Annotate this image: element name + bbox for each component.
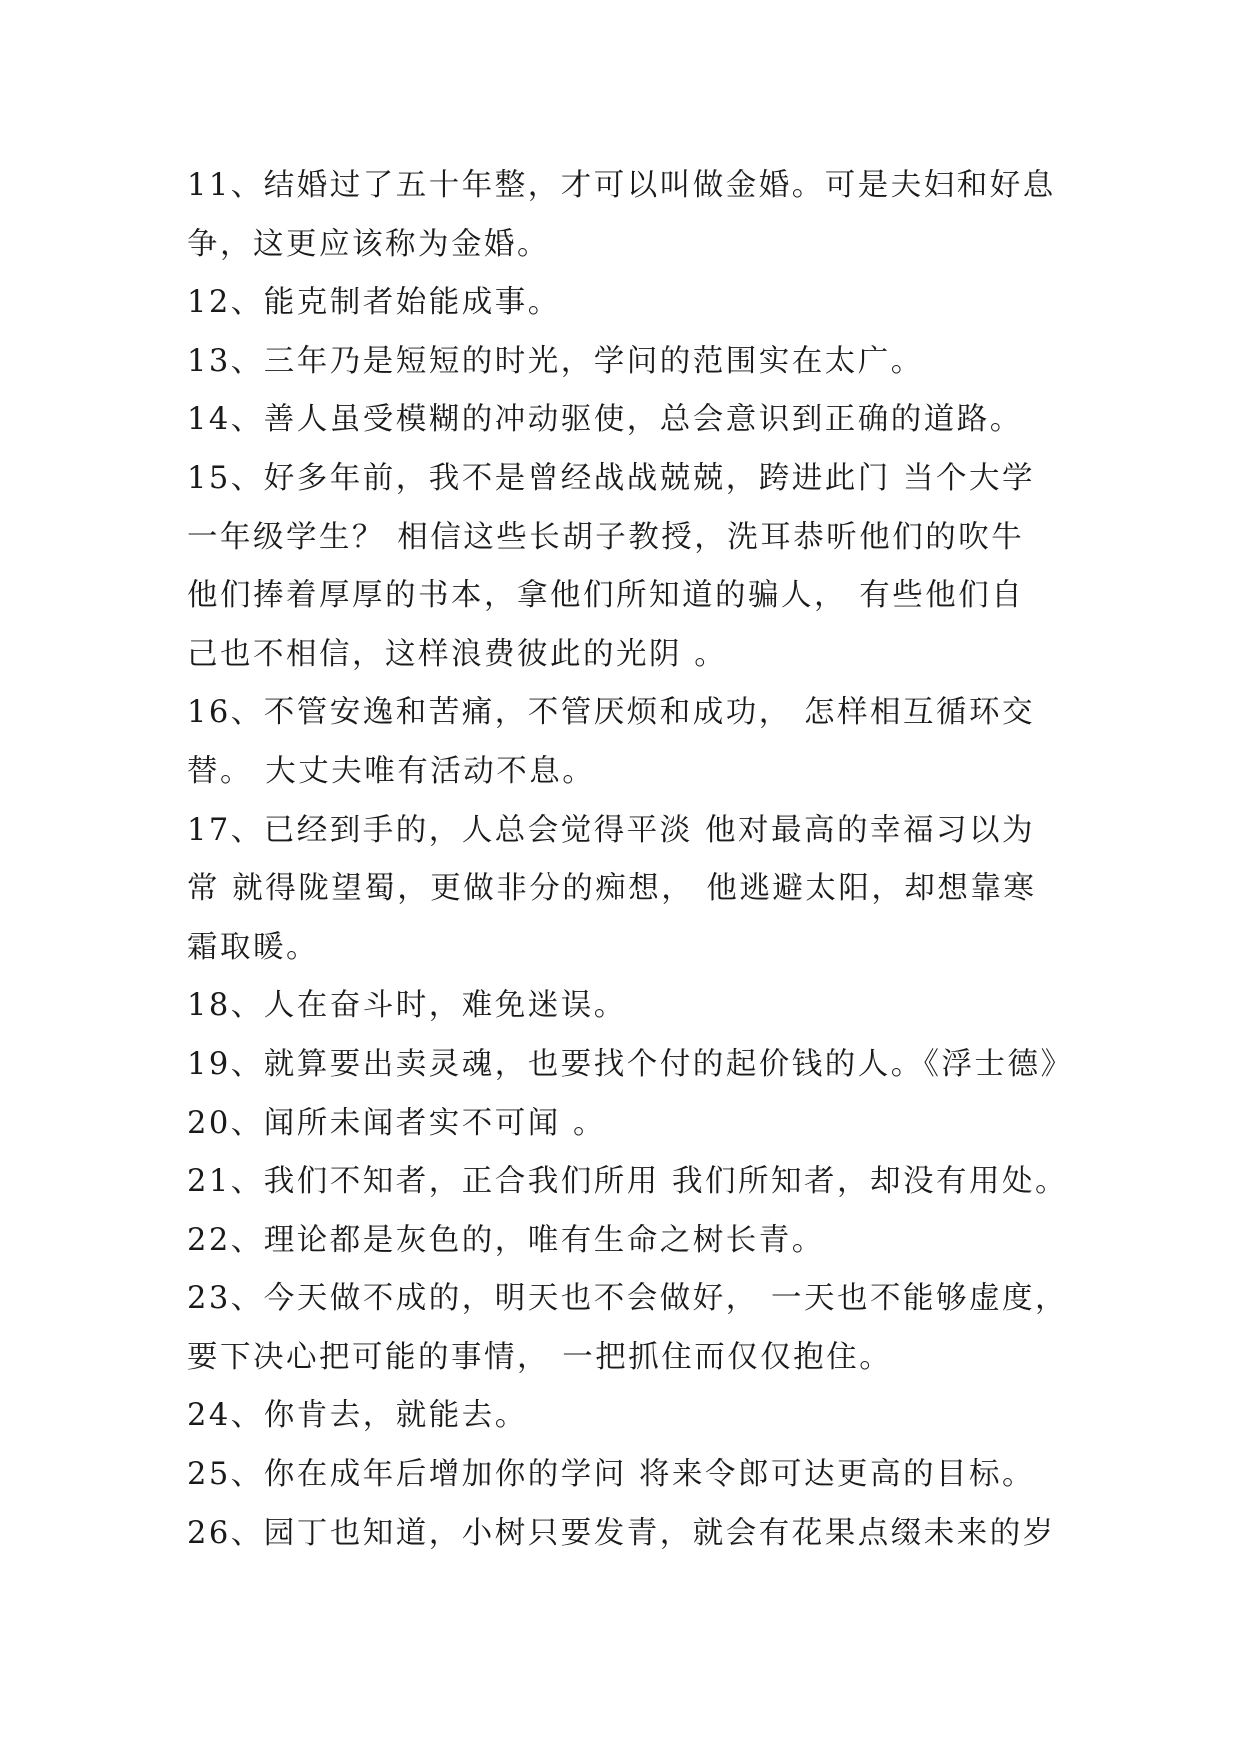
text-line: 23、今天做不成的，明天也不会做好， 一天也不能够虚度， bbox=[187, 1281, 1069, 1317]
text-line: 11、结婚过了五十年整，才可以叫做金婚。可是夫妇和好息 bbox=[187, 168, 1056, 203]
text-line: 12、能克制者始能成事。 bbox=[187, 285, 561, 321]
text-line: 他们捧着厚厚的书本，拿他们所知道的骗人， 有些他们自 bbox=[187, 578, 1025, 614]
text-line: 要下决心把可能的事情， 一把抓住而仅仅抱住。 bbox=[187, 1339, 893, 1375]
text-line: 24、你肯去，就能去。 bbox=[187, 1398, 528, 1434]
document-body bbox=[187, 157, 1087, 1563]
text-line: 17、已经到手的，人总会觉得平淡 他对最高的幸福习以为 bbox=[187, 812, 1036, 848]
text-line: 20、闻所未闻者实不可闻 。 bbox=[187, 1105, 607, 1141]
text-line: 18、人在奋斗时，难免迷误。 bbox=[187, 988, 627, 1024]
text-line: 己也不相信，这样浪费彼此的光阴 。 bbox=[187, 636, 728, 672]
text-line: 一年级学生？ 相信这些长胡子教授，洗耳恭听他们的吹牛 bbox=[187, 519, 1025, 555]
text-line: 21、我们不知者，正合我们所用 我们所知者，却没有用处。 bbox=[187, 1164, 1069, 1200]
text-line: 常 就得陇望蜀，更做非分的痴想， 他逃避太阳，却想靠寒 bbox=[187, 871, 1037, 907]
text-line: 19、就算要出卖灵魂，也要找个付的起价钱的人。《浮士德》 bbox=[187, 1046, 1074, 1082]
text-line: 15、好多年前，我不是曾经战战兢兢，跨进此门 当个大学 bbox=[187, 460, 1036, 496]
text-line: 霜取暖。 bbox=[187, 929, 319, 965]
text-line: 14、善人虽受模糊的冲动驱使，总会意识到正确的道路。 bbox=[187, 402, 1023, 438]
text-line: 22、理论都是灰色的，唯有生命之树长青。 bbox=[187, 1222, 825, 1258]
text-line: 26、园丁也知道，小树只要发青，就会有花果点缀未来的岁 bbox=[187, 1515, 1056, 1551]
text-line: 13、三年乃是短短的时光，学问的范围实在太广。 bbox=[187, 343, 924, 379]
text-line: 25、你在成年后增加你的学问 将来令郎可达更高的目标。 bbox=[187, 1457, 1036, 1493]
text-line: 替。 大丈夫唯有活动不息。 bbox=[187, 753, 596, 789]
text-line: 争，这更应该称为金婚。 bbox=[187, 226, 550, 262]
text-line: 16、不管安逸和苦痛，不管厌烦和成功， 怎样相互循环交 bbox=[187, 695, 1036, 731]
